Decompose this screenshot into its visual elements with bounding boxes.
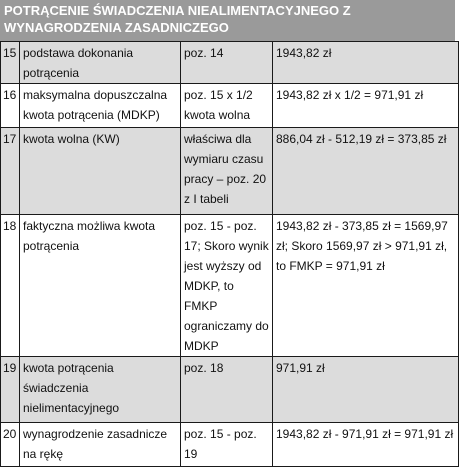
row-label: maksymalna dopuszczalna kwota potrącenia (MDKP): [20, 84, 181, 128]
row-label: kwota wolna (KW): [20, 128, 181, 215]
row-label: faktyczna możliwa kwota potrącenia: [20, 215, 181, 357]
row-label: kwota potrącenia świadczenia nielimentacyjnego: [20, 357, 181, 423]
row-label: podstawa dokonania potrącenia: [20, 42, 181, 84]
row-number: 20: [1, 423, 20, 467]
row-number: 19: [1, 357, 20, 423]
row-number: 17: [1, 128, 20, 215]
row-calculation: 1943,82 zł x 1/2 = 971,91 zł: [273, 84, 459, 128]
row-reference: poz. 14: [181, 42, 273, 84]
row-reference: poz. 18: [181, 357, 273, 423]
table-row: [1, 423, 459, 467]
row-calculation: 886,04 zł - 512,19 zł = 373,85 zł: [273, 128, 459, 215]
row-number: 15: [1, 42, 20, 84]
row-number: 16: [1, 84, 20, 128]
row-calculation: 1943,82 zł: [273, 42, 459, 84]
row-number: 18: [1, 215, 20, 357]
row-reference: poz. 15 x 1/2 kwota wolna: [181, 84, 273, 128]
table-row: [1, 128, 459, 215]
row-calculation: 1943,82 zł - 971,91 zł = 971,91 zł: [273, 423, 459, 467]
row-reference: poz. 15 - poz. 17; Skoro wynik jest wyższy od MDKP, to FMKP ograniczamy do MDKP: [181, 215, 273, 357]
row-reference: właściwa dla wymiaru czasu pracy – poz. 20 z I tabeli: [181, 128, 273, 215]
row-reference: poz. 15 - poz. 19: [181, 423, 273, 467]
row-label: wynagrodzenie zasadnicze na rękę: [20, 423, 181, 467]
table-row: [1, 84, 459, 128]
row-calculation: 1943,82 zł - 373,85 zł = 1569,97 zł; Skoro 1569,97 zł > 971,91 zł, to FMKP = 971,91 zł: [273, 215, 459, 357]
deduction-table: [0, 41, 459, 467]
table-row: [1, 42, 459, 84]
table-row: [1, 357, 459, 423]
row-calculation: 971,91 zł: [273, 357, 459, 423]
table-title: POTRĄCENIE ŚWIADCZENIA NIEALIMENTACYJNEGO Z WYNAGRODZENIA ZASADNICZEGO: [0, 0, 455, 41]
table-row: [1, 215, 459, 357]
